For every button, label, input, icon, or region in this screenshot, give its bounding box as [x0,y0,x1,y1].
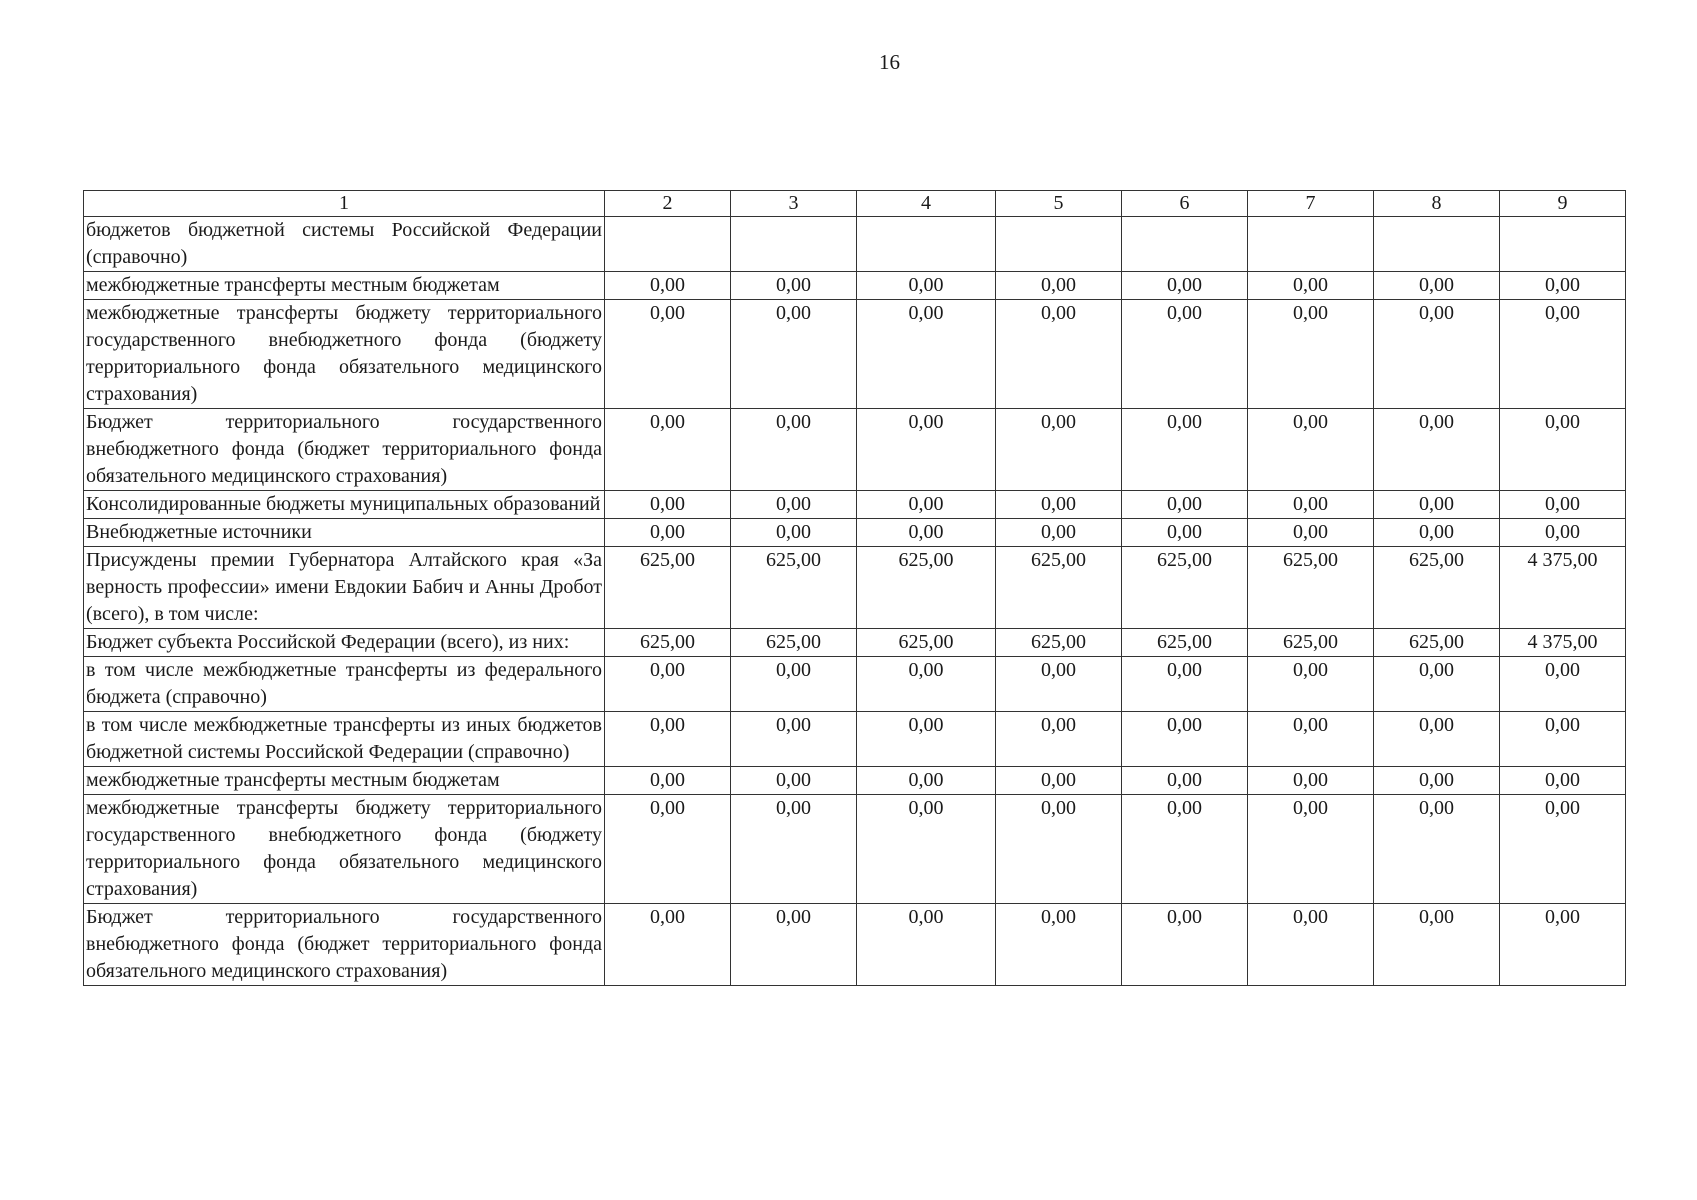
cell-value: 0,00 [996,300,1122,409]
column-header-4: 4 [857,191,996,217]
cell-value: 0,00 [1500,491,1626,519]
table-row [84,217,1626,272]
cell-value: 0,00 [1122,712,1248,767]
table-row [84,657,1626,712]
cell-value: 0,00 [1122,409,1248,491]
row-label: в том числе межбюджетные трансферты из иных бюджетов бюджетной системы Российской Федерации (справочно) [84,712,605,767]
cell-value: 0,00 [1122,300,1248,409]
table-row [84,904,1626,986]
cell-value: 625,00 [1248,547,1374,629]
cell-value: 0,00 [1374,712,1500,767]
cell-value: 0,00 [731,712,857,767]
cell-value: 625,00 [857,547,996,629]
row-label: межбюджетные трансферты местным бюджетам [84,272,605,300]
cell-value: 0,00 [857,712,996,767]
cell-value: 0,00 [1122,767,1248,795]
cell-value [857,217,996,272]
cell-value: 0,00 [1248,657,1374,712]
cell-value: 0,00 [1500,272,1626,300]
column-header-6: 6 [1122,191,1248,217]
table-row [84,795,1626,904]
column-header-3: 3 [731,191,857,217]
cell-value: 0,00 [1374,409,1500,491]
cell-value: 0,00 [857,491,996,519]
cell-value [996,217,1122,272]
cell-value: 0,00 [731,409,857,491]
budget-table [83,190,1626,986]
cell-value: 0,00 [1500,767,1626,795]
table-row [84,629,1626,657]
row-label: межбюджетные трансферты местным бюджетам [84,767,605,795]
cell-value: 0,00 [605,519,731,547]
cell-value: 0,00 [605,657,731,712]
cell-value: 4 375,00 [1500,547,1626,629]
cell-value: 625,00 [996,547,1122,629]
cell-value: 0,00 [731,767,857,795]
table-row [84,547,1626,629]
table-row [84,300,1626,409]
cell-value: 625,00 [1374,629,1500,657]
cell-value: 0,00 [1122,904,1248,986]
row-label: Консолидированные бюджеты муниципальных образований [84,491,605,519]
cell-value: 0,00 [605,272,731,300]
cell-value: 0,00 [857,300,996,409]
cell-value: 0,00 [1500,519,1626,547]
cell-value: 0,00 [1248,272,1374,300]
cell-value: 0,00 [857,409,996,491]
cell-value: 0,00 [1122,491,1248,519]
cell-value: 0,00 [1500,657,1626,712]
cell-value: 0,00 [857,519,996,547]
cell-value: 625,00 [731,629,857,657]
table-row [84,519,1626,547]
cell-value: 625,00 [605,629,731,657]
cell-value [1500,217,1626,272]
cell-value: 0,00 [1374,491,1500,519]
cell-value: 0,00 [1248,712,1374,767]
cell-value: 0,00 [1500,795,1626,904]
row-label: Бюджет территориального государственного внебюджетного фонда (бюджет территориального фонда обязательного медицинского страхования) [84,409,605,491]
cell-value: 625,00 [731,547,857,629]
cell-value: 0,00 [731,795,857,904]
row-label: в том числе межбюджетные трансферты из федерального бюджета (справочно) [84,657,605,712]
table-row [84,712,1626,767]
cell-value: 625,00 [996,629,1122,657]
cell-value: 625,00 [1248,629,1374,657]
cell-value: 625,00 [857,629,996,657]
cell-value: 0,00 [605,300,731,409]
table-row [84,491,1626,519]
cell-value: 0,00 [1248,409,1374,491]
row-label: бюджетов бюджетной системы Российской Федерации (справочно) [84,217,605,272]
cell-value: 0,00 [1374,795,1500,904]
cell-value: 0,00 [996,491,1122,519]
table-row [84,767,1626,795]
cell-value: 625,00 [605,547,731,629]
cell-value: 0,00 [1248,491,1374,519]
cell-value: 0,00 [996,904,1122,986]
row-label: Внебюджетные источники [84,519,605,547]
row-label: Бюджет субъекта Российской Федерации (всего), из них: [84,629,605,657]
column-header-row [84,191,1626,217]
cell-value: 0,00 [1122,795,1248,904]
cell-value: 0,00 [857,795,996,904]
cell-value [1122,217,1248,272]
cell-value: 0,00 [1248,519,1374,547]
column-header-8: 8 [1374,191,1500,217]
cell-value: 0,00 [605,491,731,519]
cell-value: 0,00 [731,272,857,300]
cell-value: 0,00 [605,904,731,986]
cell-value: 0,00 [605,409,731,491]
cell-value: 0,00 [1248,300,1374,409]
cell-value: 0,00 [731,904,857,986]
page-number: 16 [879,50,900,74]
cell-value: 0,00 [1374,519,1500,547]
cell-value: 0,00 [731,519,857,547]
table-row [84,409,1626,491]
row-label: Присуждены премии Губернатора Алтайского края «За верность профессии» имени Евдокии Бабич и Анны Дробот (всего), в том числе: [84,547,605,629]
cell-value: 0,00 [996,409,1122,491]
cell-value: 0,00 [857,904,996,986]
row-label: межбюджетные трансферты бюджету территориального государственного внебюджетного фонда (бюджету территориального фонда обязательного медицинского страхования) [84,300,605,409]
cell-value: 0,00 [857,767,996,795]
cell-value: 0,00 [1500,712,1626,767]
cell-value: 0,00 [1122,657,1248,712]
cell-value: 0,00 [731,657,857,712]
cell-value: 0,00 [1248,767,1374,795]
cell-value [605,217,731,272]
cell-value: 0,00 [605,712,731,767]
cell-value: 0,00 [996,795,1122,904]
cell-value: 0,00 [1500,904,1626,986]
column-header-7: 7 [1248,191,1374,217]
cell-value: 0,00 [996,519,1122,547]
cell-value [1374,217,1500,272]
cell-value: 0,00 [857,272,996,300]
cell-value: 0,00 [1500,409,1626,491]
cell-value: 0,00 [1374,767,1500,795]
column-header-1: 1 [84,191,605,217]
cell-value: 0,00 [1248,904,1374,986]
column-header-5: 5 [996,191,1122,217]
cell-value: 0,00 [731,300,857,409]
cell-value: 0,00 [996,272,1122,300]
cell-value: 0,00 [605,767,731,795]
cell-value: 0,00 [857,657,996,712]
cell-value: 4 375,00 [1500,629,1626,657]
cell-value: 0,00 [1374,300,1500,409]
table-body [84,191,1626,986]
cell-value: 625,00 [1122,547,1248,629]
cell-value: 0,00 [996,712,1122,767]
cell-value: 0,00 [996,767,1122,795]
cell-value: 0,00 [1122,519,1248,547]
cell-value: 0,00 [1248,795,1374,904]
row-label: Бюджет территориального государственного внебюджетного фонда (бюджет территориального фонда обязательного медицинского страхования) [84,904,605,986]
cell-value: 0,00 [605,795,731,904]
cell-value: 0,00 [1374,272,1500,300]
cell-value [1248,217,1374,272]
cell-value: 0,00 [1374,904,1500,986]
cell-value: 625,00 [1122,629,1248,657]
cell-value: 0,00 [1122,272,1248,300]
cell-value: 0,00 [1374,657,1500,712]
table-row [84,272,1626,300]
cell-value [731,217,857,272]
cell-value: 625,00 [1374,547,1500,629]
cell-value: 0,00 [1500,300,1626,409]
cell-value: 0,00 [996,657,1122,712]
cell-value: 0,00 [731,491,857,519]
column-header-9: 9 [1500,191,1626,217]
row-label: межбюджетные трансферты бюджету территориального государственного внебюджетного фонда (бюджету территориального фонда обязательного медицинского страхования) [84,795,605,904]
column-header-2: 2 [605,191,731,217]
